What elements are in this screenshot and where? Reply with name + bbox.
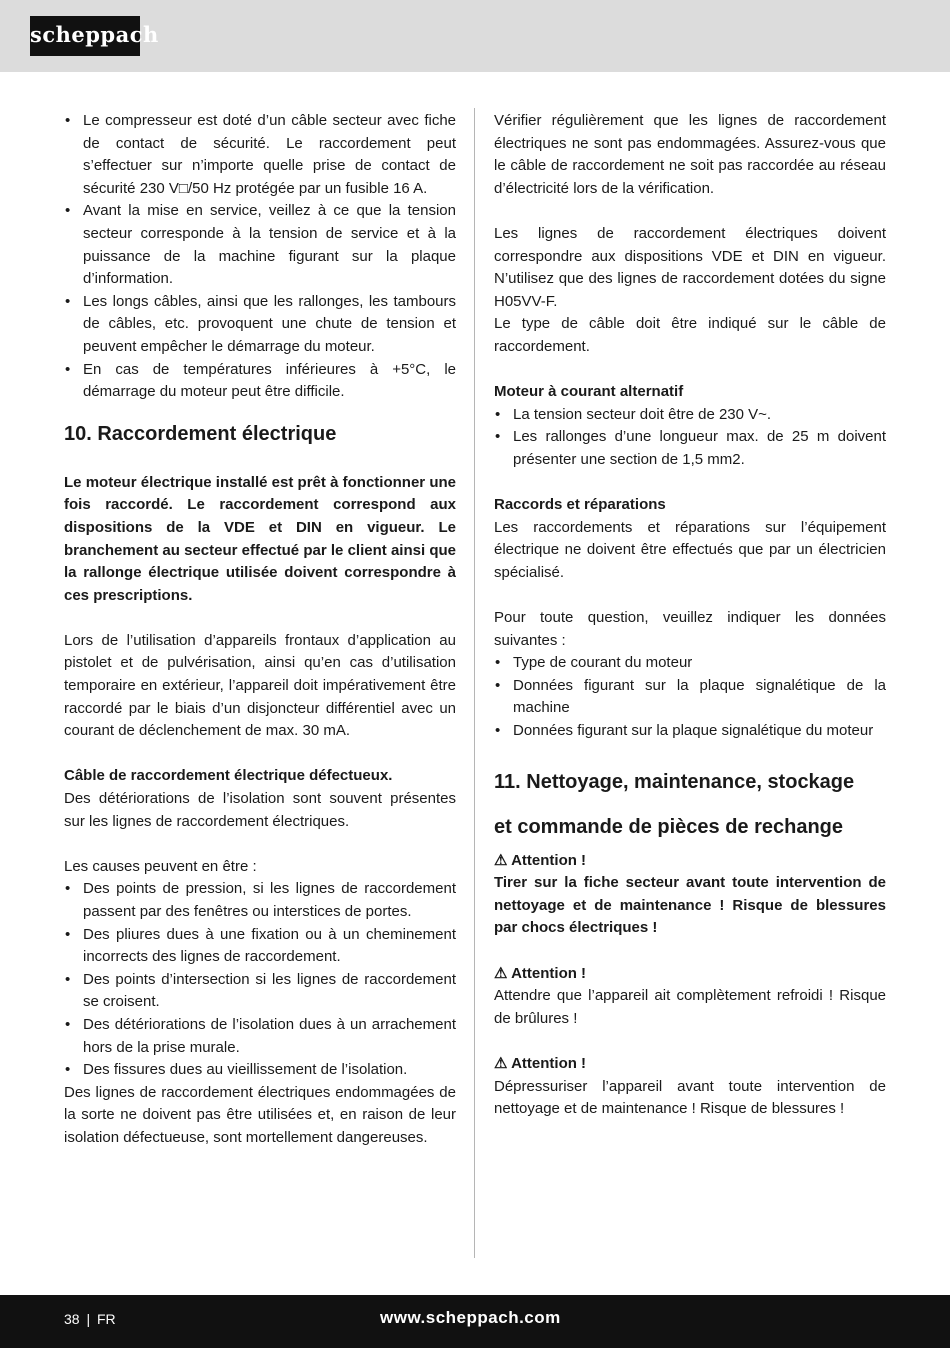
- list-item: • Des détériorations de l’isolation dues à un arrachement hors de la prise murale.: [64, 1014, 456, 1059]
- right-column: [494, 110, 886, 1121]
- warning-icon: ⚠: [494, 1054, 508, 1072]
- list-item: • En cas de températures inférieures à +5°C, le démarrage du moteur peut être difficile.: [64, 359, 456, 404]
- page-number: 38: [64, 1311, 80, 1327]
- attention-3-heading: ⚠ Attention !: [494, 1054, 587, 1072]
- page-indicator: 38 | FR: [64, 1311, 116, 1327]
- language-code: FR: [97, 1311, 116, 1327]
- list-item: • Des fissures dues au vieillissement de l’isolation.: [64, 1059, 456, 1082]
- section-11-heading-line-1: 11. Nettoyage, maintenance, stockage: [494, 770, 855, 793]
- section-10-paragraph: Lors de l’utilisation d’appareils frontaux d’application au pistolet et de pulvérisation, ainsi qu’en cas d’utilisation temporaire en extérieur, l’appareil doit impérativement être raccordé par le biais d’un disjoncteur différentiel avec un courant de déclenchement de max. 30 mA.: [64, 631, 456, 740]
- attention-2-heading: ⚠ Attention !: [494, 964, 587, 982]
- ac-motor-heading: Moteur à courant alternatif: [494, 383, 684, 401]
- footer-bar: [0, 1295, 950, 1348]
- section-10-bold-intro: Le moteur électrique installé est prêt à fonctionner une fois raccordé. Le raccordement correspond aux dispositions de la VDE et DIN en vigueur. Le branchement au secteur effectué par le client ainsi que la rallonge électrique utilisée doivent correspondre à ces prescriptions.: [64, 473, 456, 604]
- causes-conclusion: Des lignes de raccordement électriques endommagées de la sorte ne doivent pas être utilisées et, en raison de leur isolation défectueuse, sont mortellement dangereuses.: [64, 1083, 456, 1146]
- column-divider: [474, 108, 475, 1258]
- list-item: • Type de courant du moteur: [494, 652, 886, 675]
- list-item: • Le compresseur est doté d’un câble secteur avec fiche de contact de sécurité. Le raccordement peut s’effectuer sur n’importe quelle prise de contact de sécurité 230 V□/50 Hz protégée par un fusible 16 A.: [64, 110, 456, 200]
- intro-bullet-list: [64, 110, 456, 404]
- list-item: • Avant la mise en service, veillez à ce que la tension secteur corresponde à la tension de service et à la puissance de la machine figurant sur la plaque d’information.: [64, 200, 456, 290]
- left-column: [64, 110, 456, 1150]
- list-item: • Des pliures dues à une fixation ou à un cheminement incorrects des lignes de raccordement.: [64, 924, 456, 969]
- section-11-heading-line-2: et commande de pièces de rechange: [494, 815, 844, 838]
- section-11-heading: [494, 760, 886, 850]
- list-item: • Données figurant sur la plaque signalétique de la machine: [494, 675, 886, 720]
- warning-icon: ⚠: [494, 964, 508, 982]
- list-item: • Les rallonges d’une longueur max. de 25 m doivent présenter une section de 1,5 mm2.: [494, 426, 886, 471]
- website-link[interactable]: www.scheppach.com: [380, 1308, 561, 1327]
- repairs-text: Les raccordements et réparations sur l’équipement électrique ne doivent être effectués que par un électricien spécialisé.: [494, 518, 886, 581]
- scheppach-logo: scheppach: [30, 16, 140, 56]
- questions-intro: Pour toute question, veuillez indiquer les données suivantes :: [494, 609, 886, 649]
- section-10-heading: 10. Raccordement électrique: [64, 422, 337, 445]
- ac-motor-list: [494, 404, 886, 472]
- list-item: • Les longs câbles, ainsi que les rallonges, les tambours de câbles, etc. provoquent une chute de tension et peuvent empêcher le démarrage du moteur.: [64, 291, 456, 359]
- cable-standards-paragraph: Les lignes de raccordement électriques doivent correspondre aux dispositions VDE et DIN en vigueur. N’utilisez que des lignes de raccordement dotées du signe H05VV-F.: [494, 224, 886, 310]
- warning-icon: ⚠: [494, 851, 508, 869]
- defective-cable-text: Des détériorations de l’isolation sont souvent présentes sur les lignes de raccordement électriques.: [64, 790, 456, 830]
- list-item: • Données figurant sur la plaque signalétique du moteur: [494, 720, 886, 743]
- header-bar: [0, 0, 950, 72]
- defective-cable-heading: Câble de raccordement électrique défectueux.: [64, 767, 393, 785]
- cable-type-paragraph: Le type de câble doit être indiqué sur le câble de raccordement.: [494, 315, 886, 355]
- list-item: • Des points d’intersection si les lignes de raccordement se croisent.: [64, 969, 456, 1014]
- attention-2-text: Attendre que l’appareil ait complètement refroidi ! Risque de brûlures !: [494, 987, 886, 1027]
- causes-list: [64, 878, 456, 1081]
- attention-1-text: Tirer sur la fiche secteur avant toute intervention de nettoyage et de maintenance ! Risque de blessures par chocs électriques !: [494, 874, 886, 937]
- causes-intro: Les causes peuvent en être :: [64, 857, 257, 875]
- attention-1-heading: ⚠ Attention !: [494, 851, 587, 869]
- list-item: • Des points de pression, si les lignes de raccordement passent par des fenêtres ou interstices de portes.: [64, 878, 456, 923]
- check-cables-paragraph: Vérifier régulièrement que les lignes de raccordement électriques ne sont pas endommagées. Assurez-vous que le câble de raccordement ne soit pas raccordée au réseau d’électricité lors de la vérification.: [494, 112, 886, 197]
- list-item: • La tension secteur doit être de 230 V~.: [494, 404, 886, 427]
- questions-list: [494, 652, 886, 742]
- attention-3-text: Dépressuriser l’appareil avant toute intervention de nettoyage et de maintenance ! Risque de blessures !: [494, 1077, 886, 1118]
- repairs-heading: Raccords et réparations: [494, 496, 666, 514]
